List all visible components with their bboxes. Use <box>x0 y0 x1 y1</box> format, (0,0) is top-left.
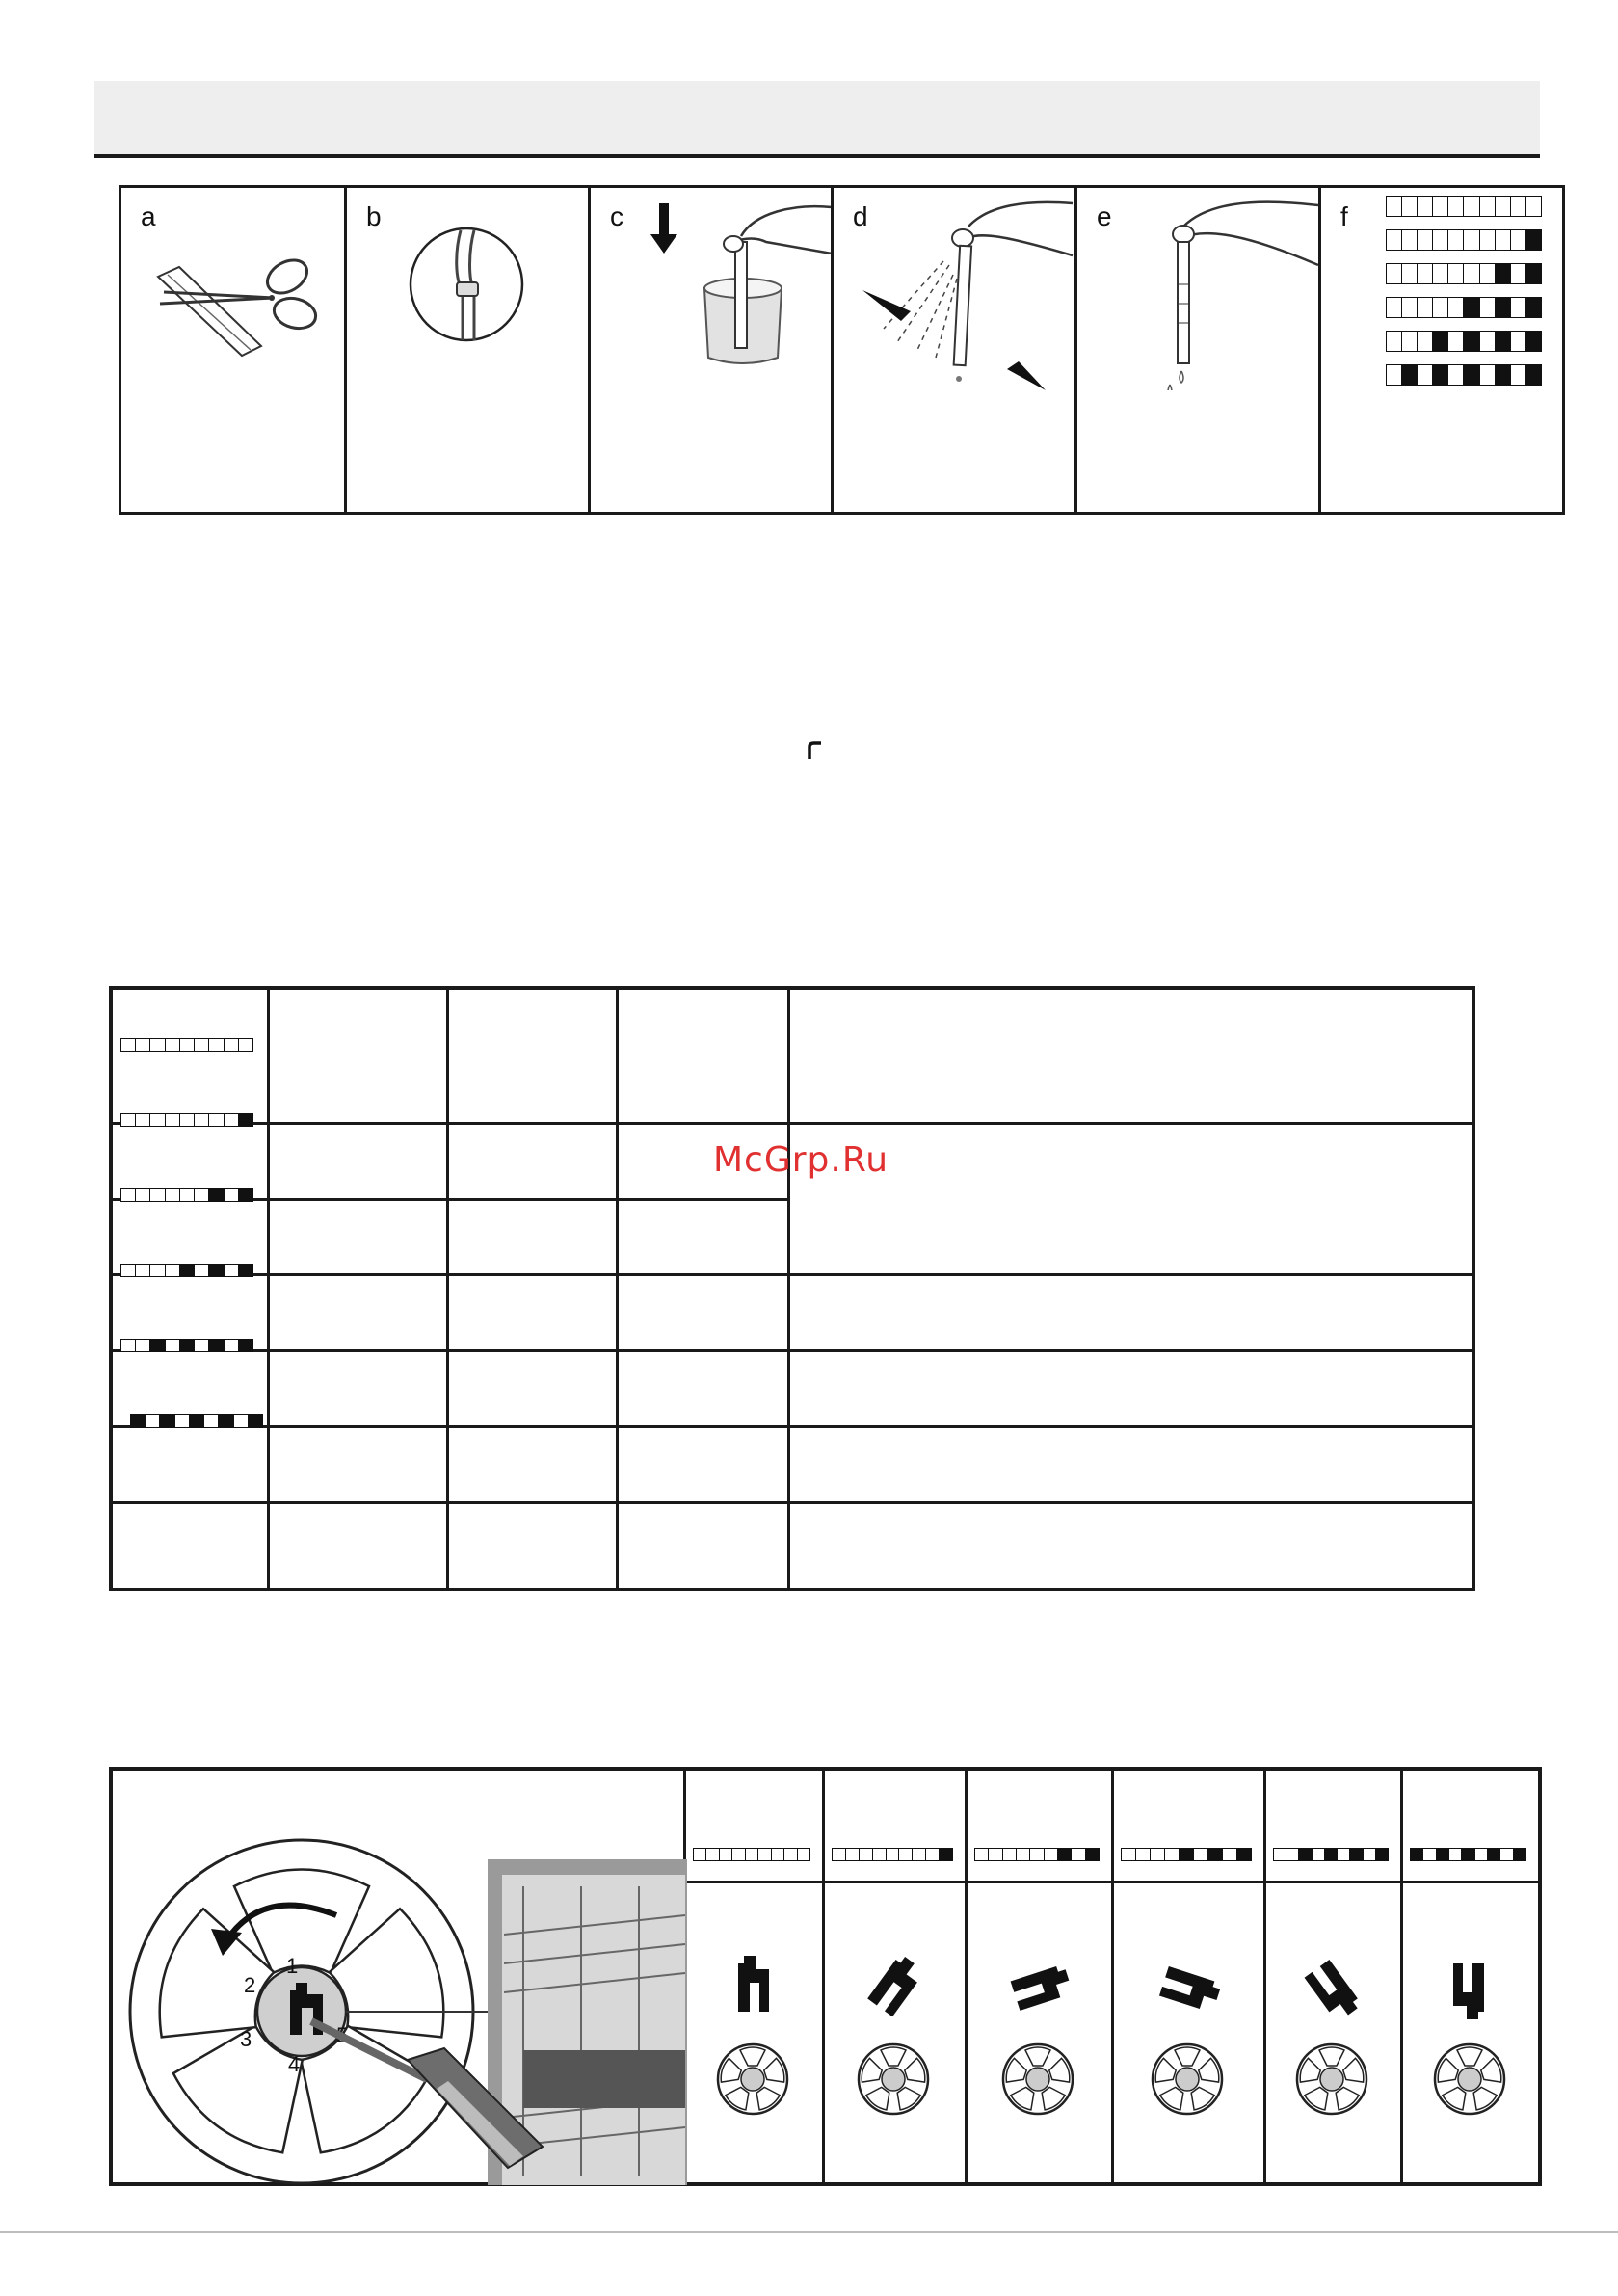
small-hook-mark <box>806 739 825 761</box>
dial-number: 1 <box>286 1954 299 1978</box>
dial-position-icon <box>995 1944 1081 2127</box>
step-letter: f <box>1340 201 1348 231</box>
step-panel-c <box>588 185 835 515</box>
step-panel-e <box>1074 185 1321 515</box>
watermark: McGrp.Ru <box>713 1140 889 1180</box>
step-panel-d <box>831 185 1077 515</box>
test-strip <box>120 1188 253 1202</box>
test-strip <box>120 1264 253 1277</box>
dial-position-icon <box>850 1944 937 2127</box>
test-strip <box>1386 263 1542 284</box>
test-strip <box>1273 1848 1389 1861</box>
test-strip <box>832 1848 953 1861</box>
dial-illustration <box>119 1829 687 2253</box>
test-strip <box>1410 1848 1526 1861</box>
footer-rule <box>0 2231 1618 2233</box>
dial-setting-box <box>109 1767 1542 2186</box>
test-strip <box>120 1113 253 1127</box>
step-letter: c <box>610 201 623 231</box>
header-rule <box>94 154 1540 158</box>
test-strip <box>1386 229 1542 251</box>
step-letter: a <box>141 201 156 231</box>
step-letter: e <box>1097 201 1112 231</box>
step-letter: b <box>366 201 382 231</box>
test-strip <box>130 1414 263 1428</box>
header-band <box>94 81 1540 154</box>
dial-position-icon <box>1144 1944 1231 2127</box>
arrow-down-icon <box>647 201 685 259</box>
step-panel-a <box>119 185 347 515</box>
water-tap-icon <box>405 223 530 348</box>
dial-position-icon <box>1426 1944 1513 2127</box>
test-strip <box>1386 297 1542 318</box>
test-strip <box>1121 1848 1252 1861</box>
step-panel-f <box>1318 185 1565 515</box>
test-strip <box>974 1848 1100 1861</box>
dial-position-icon <box>709 1944 796 2127</box>
glass-immersion-icon <box>687 203 837 367</box>
test-strip <box>1386 196 1542 217</box>
test-strip <box>1386 364 1542 386</box>
dial-number: 2 <box>244 1973 256 1997</box>
step-letter: d <box>853 201 868 231</box>
scissors-strip-icon <box>150 238 324 363</box>
hardness-table <box>109 986 1475 1591</box>
test-strip <box>120 1339 253 1352</box>
dial-number: 4 <box>288 2052 301 2076</box>
dial-number: 3 <box>240 2027 252 2051</box>
step-panel-b <box>344 185 591 515</box>
shake-strip-icon <box>862 198 1074 390</box>
read-strip-icon <box>1126 198 1324 390</box>
dial-position-icon <box>1288 1944 1375 2127</box>
test-strip <box>120 1038 253 1052</box>
test-strip <box>693 1848 810 1861</box>
test-strip <box>1386 331 1542 352</box>
